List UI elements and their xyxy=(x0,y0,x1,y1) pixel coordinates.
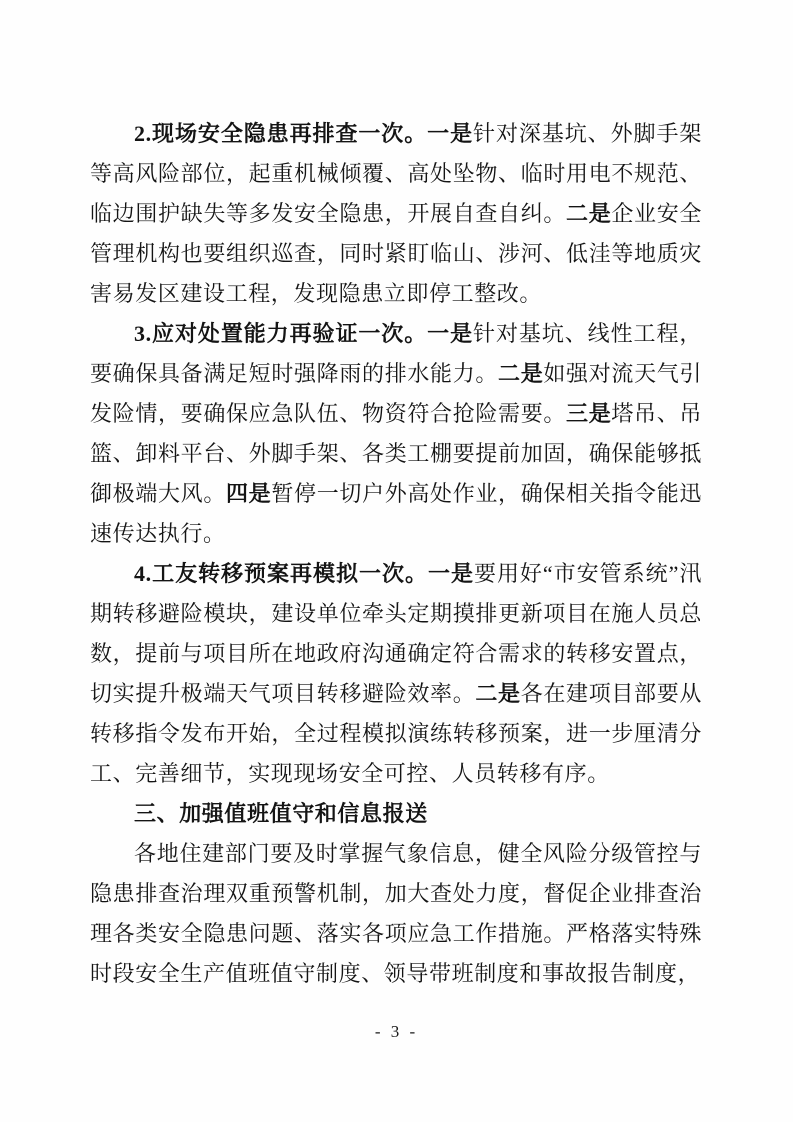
text-run: 企业安全管理机构也要组织巡查，同时紧盯临山、涉河、低洼等地质灾害易发区建设工程，发现隐患立即停工整改。 xyxy=(90,201,702,306)
bold-text-run: 3.应对处置能力再验证一次。一是 xyxy=(134,321,474,346)
bold-text-run: 二是 xyxy=(566,201,612,226)
body-paragraph xyxy=(90,114,702,314)
body-paragraph xyxy=(90,554,702,794)
body-paragraph xyxy=(90,314,702,554)
text-run: 各在建项目部要从转移指令发布开始，全过程模拟演练转移预案，进一步厘清分工、完善细节，实现现场安全可控、人员转移有序。 xyxy=(90,681,702,786)
bold-text-run: 二是 xyxy=(475,681,521,706)
text-run: 要用好“市安管系统”汛期转移避险模块，建设单位牵头定期摸排更新项目在施人员总数，提前与项目所在地政府沟通确定符合需求的转移安置点，切实提升极端天气项目转移避险效率。 xyxy=(90,561,702,706)
bold-text-run: 4.工友转移预案再模拟一次。一是 xyxy=(134,561,474,586)
text-run: 各地住建部门要及时掌握气象信息，健全风险分级管控与隐患排查治理双重预警机制，加大查处力度，督促企业排查治理各类安全隐患问题、落实各项应急工作措施。严格落实特殊时段安全生产值班值守制度、领导带班制度和事故报告制度， xyxy=(90,841,702,986)
bold-text-run: 二是 xyxy=(498,361,544,386)
text-run: 针对基坑、线性工程，要确保具备满足短时强降雨的排水能力。 xyxy=(90,321,702,386)
text-run: 暂停一切户外高处作业，确保相关指令能迅速传达执行。 xyxy=(90,481,702,546)
bold-text-run: 四是 xyxy=(226,481,272,506)
bold-text-run: 2.现场安全隐患再排查一次。一是 xyxy=(134,121,474,146)
section-heading xyxy=(90,794,702,834)
bold-text-run: 三、加强值班值守和信息报送 xyxy=(134,801,428,826)
text-run: 塔吊、吊篮、卸料平台、外脚手架、各类工棚要提前加固，确保能够抵御极端大风。 xyxy=(90,401,702,506)
body-paragraph xyxy=(90,834,702,994)
bold-text-run: 三是 xyxy=(566,401,612,426)
page-number: - 3 - xyxy=(374,1022,419,1041)
text-run: 针对深基坑、外脚手架等高风险部位，起重机械倾覆、高处坠物、临时用电不规范、临边围护缺失等多发安全隐患，开展自查自纠。 xyxy=(90,121,702,226)
document-body xyxy=(90,114,702,994)
text-run: 如强对流天气引发险情，要确保应急队伍、物资符合抢险需要。 xyxy=(90,361,703,426)
